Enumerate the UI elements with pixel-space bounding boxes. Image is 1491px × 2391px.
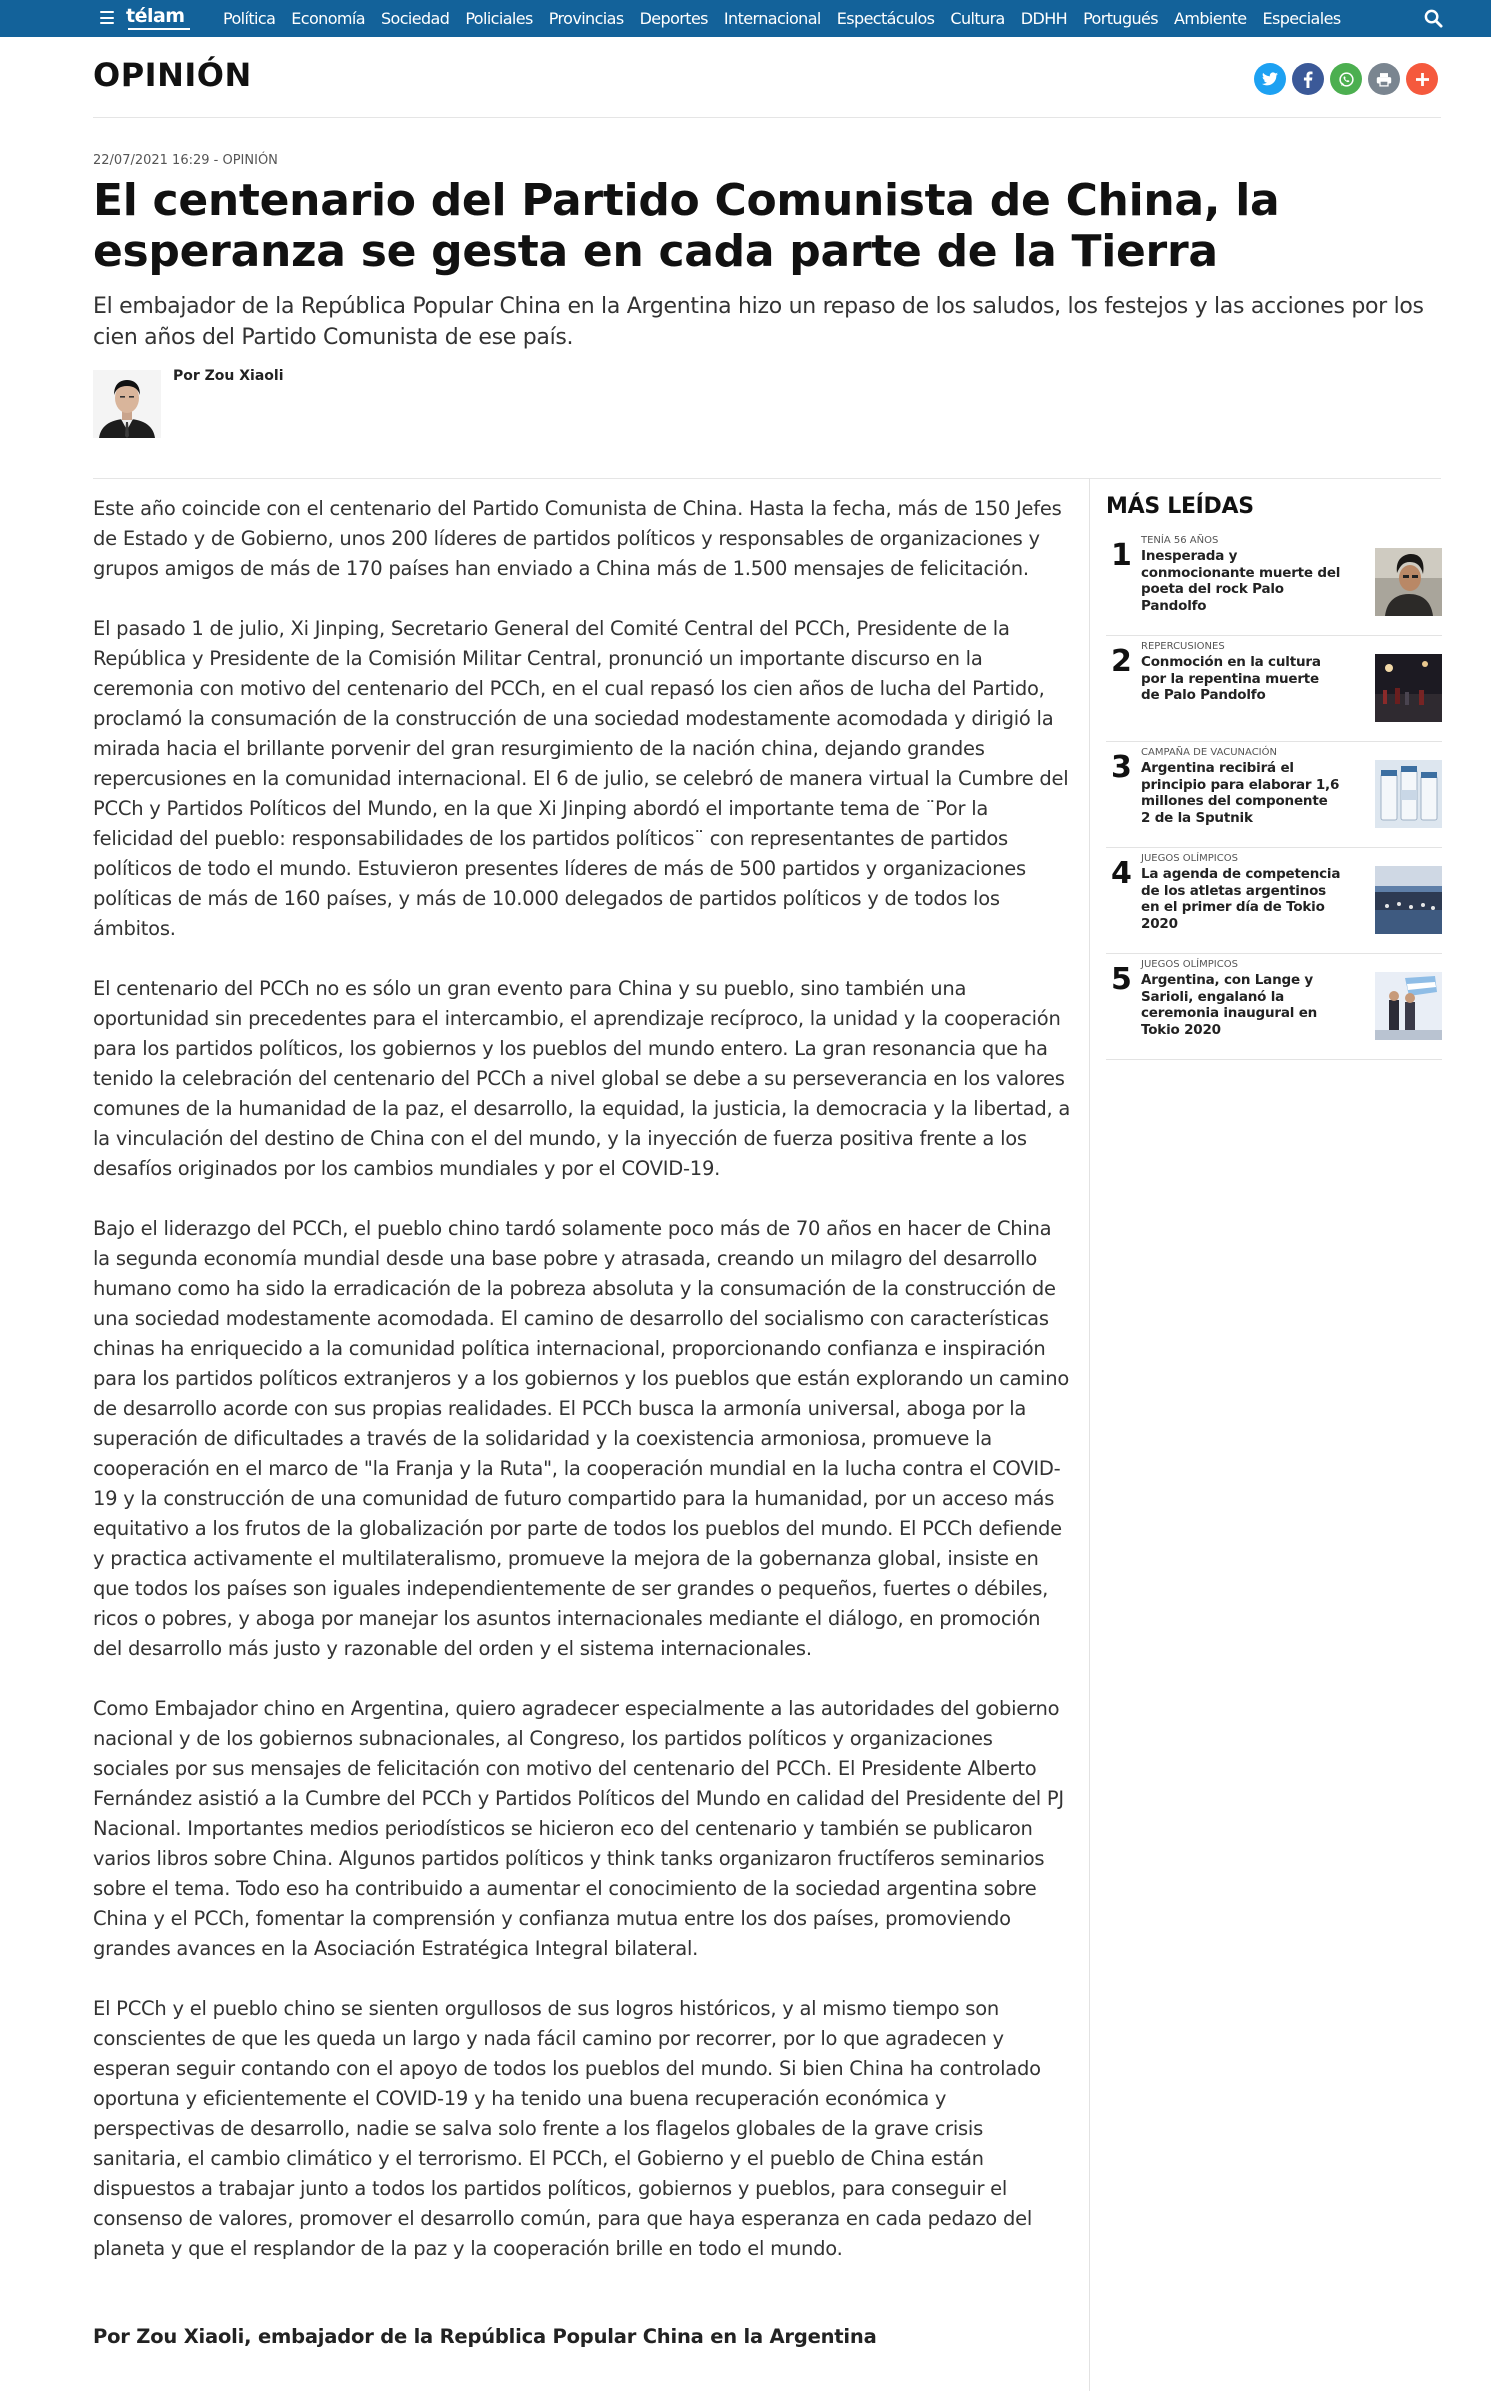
rank-number: 5 bbox=[1111, 962, 1132, 997]
share-buttons bbox=[1254, 63, 1444, 95]
most-read-sidebar bbox=[1106, 494, 1442, 1060]
item-kicker: REPERCUSIONES bbox=[1141, 641, 1225, 652]
nav-ambiente[interactable]: Ambiente bbox=[1174, 9, 1247, 28]
nav-sociedad[interactable]: Sociedad bbox=[380, 9, 450, 28]
facebook-share-button[interactable] bbox=[1292, 63, 1324, 95]
article-body bbox=[93, 494, 1073, 2294]
nav-deportes[interactable]: Deportes bbox=[639, 9, 708, 28]
print-share-button[interactable] bbox=[1368, 63, 1400, 95]
nav-espectaculos[interactable]: Espectáculos bbox=[836, 9, 935, 28]
most-read-item[interactable] bbox=[1106, 530, 1442, 636]
nav-economia[interactable]: Economía bbox=[291, 9, 365, 28]
most-read-item[interactable] bbox=[1106, 848, 1442, 954]
article-paragraph: El pasado 1 de julio, Xi Jinping, Secretario General del Comité Central del PCCh, Presidente de la República y Presidente de la Comisión Militar Central, pronunció un importante discurso en la ceremonia con motivo del centenario del PCCh, en el cual repasó los cien años de lucha del Partido, proclamó la consumación de la construcción de una sociedad modestamente acomodada y dirigió la mirada hacia el brillante porvenir del gran resurgimiento de la nación china, dejando grandes repercusiones en la comunidad internacional. El 6 de julio, se celebró de manera virtual la Cumbre del PCCh y Partidos Políticos del Mundo, en la que Xi Jinping abordó el importante tema de ¨Por la felicidad del pueblo: responsabilidades de los partidos políticos¨ con representantes de partidos políticos de todo el mundo. Estuvieron presentes líderes de más de 500 partidos y organizaciones políticas de más de 160 países, y más de 10.000 delegados de partidos políticos y de todos los ámbitos. bbox=[93, 617, 1069, 940]
nav-ddhh[interactable]: DDHH bbox=[1020, 9, 1068, 28]
item-thumbnail[interactable] bbox=[1375, 548, 1442, 616]
more-share-button[interactable] bbox=[1406, 63, 1438, 95]
nav-internacional[interactable]: Internacional bbox=[723, 9, 821, 28]
main-nav bbox=[223, 0, 1357, 37]
article-paragraph: Este año coincide con el centenario del Partido Comunista de China. Hasta la fecha, más de 150 Jefes de Estado y de Gobierno, unos 200 líderes de partidos políticos y responsables de organizaciones y grupos amigos de más de 170 países han enviado a China más de 1.500 mensajes de felicitación. bbox=[93, 497, 1062, 580]
item-headline[interactable]: Argentina, con Lange y Sarioli, engalanó la ceremonia inaugural en Tokio 2020 bbox=[1141, 972, 1318, 1038]
item-thumbnail[interactable] bbox=[1375, 760, 1442, 828]
item-kicker: CAMPAÑA DE VACUNACIÓN bbox=[1141, 747, 1277, 758]
most-read-item[interactable] bbox=[1106, 954, 1442, 1060]
most-read-title: MÁS LEÍDAS bbox=[1106, 494, 1254, 519]
item-headline[interactable]: Inesperada y conmocionante muerte del poeta del rock Palo Pandolfo bbox=[1141, 548, 1341, 614]
item-thumbnail[interactable] bbox=[1375, 654, 1442, 722]
nav-cultura[interactable]: Cultura bbox=[950, 9, 1005, 28]
search-icon[interactable] bbox=[1424, 9, 1443, 28]
item-headline[interactable]: Conmoción en la cultura por la repentina muerte de Palo Pandolfo bbox=[1141, 654, 1321, 703]
section-title[interactable]: OPINIÓN bbox=[93, 56, 252, 94]
item-headline[interactable]: La agenda de competencia de los atletas argentinos en el primer día de Tokio 2020 bbox=[1141, 866, 1341, 932]
item-kicker: JUEGOS OLÍMPICOS bbox=[1141, 959, 1238, 970]
print-icon bbox=[1376, 72, 1392, 87]
nav-politica[interactable]: Política bbox=[223, 9, 276, 28]
nav-policiales[interactable]: Policiales bbox=[465, 9, 533, 28]
article-headline: El centenario del Partido Comunista de China, la esperanza se gesta en cada parte de la Tierra bbox=[93, 175, 1280, 277]
plus-icon bbox=[1416, 73, 1429, 86]
whatsapp-icon bbox=[1338, 71, 1355, 88]
hamburger-menu-icon[interactable] bbox=[100, 11, 114, 24]
rank-number: 3 bbox=[1111, 750, 1132, 785]
article-paragraph: El PCCh y el pueblo chino se sienten orgullosos de sus logros históricos, y al mismo tiempo son conscientes de que les queda un largo y nada fácil camino por recorrer, por lo que agradecen y esperan seguir contando con el apoyo de todos los pueblos del mundo. Si bien China ha controlado oportuna y eficientemente el COVID-19 y ha tenido una buena recuperación económica y perspectivas de desarrollo, nadie se salva solo frente a los flagelos globales de la grave crisis sanitaria, el cambio climático y el terrorismo. El PCCh, el Gobierno y el pueblo de China están dispuestos a trabajar junto a todos los partidos políticos, gobiernos y pueblos, para conseguir el consenso de valores, promover el desarrollo común, para que haya esperanza en cada pedazo del planeta y que el resplandor de la paz y la cooperación brille en todo el mundo. bbox=[93, 1997, 1041, 2260]
twitter-icon bbox=[1262, 72, 1278, 86]
item-headline[interactable]: Argentina recibirá el principio para elaborar 1,6 millones del componente 2 de la Sputnik bbox=[1141, 760, 1340, 826]
whatsapp-share-button[interactable] bbox=[1330, 63, 1362, 95]
item-kicker: JUEGOS OLÍMPICOS bbox=[1141, 853, 1238, 864]
item-thumbnail[interactable] bbox=[1375, 972, 1442, 1040]
twitter-share-button[interactable] bbox=[1254, 63, 1286, 95]
header-divider bbox=[93, 478, 1441, 479]
article-subtitle: El embajador de la República Popular China en la Argentina hizo un repaso de los saludos, los festejos y las acciones por los cien años del Partido Comunista de ese país. bbox=[93, 294, 1424, 350]
rank-number: 1 bbox=[1111, 538, 1132, 573]
column-divider bbox=[1089, 478, 1090, 2391]
article-signature: Por Zou Xiaoli, embajador de la República Popular China en la Argentina bbox=[93, 2325, 877, 2348]
most-read-item[interactable] bbox=[1106, 742, 1442, 848]
article-paragraph: El centenario del PCCh no es sólo un gran evento para China y su pueblo, sino también una oportunidad sin precedentes para el intercambio, el aprendizaje recíproco, la unidad y la cooperación para los partidos políticos, los gobiernos y los pueblos del mundo entero. La gran resonancia que ha tenido la celebración del centenario del PCCh a nivel global se debe a su perseverancia en los valores comunes de la humanidad de la paz, el desarrollo, la equidad, la justicia, la democracia y la libertad, a la vinculación del destino de China con el del mundo, y la inyección de fuerza positiva frente a los desafíos originados por los cambios mundiales y por el COVID-19. bbox=[93, 977, 1071, 1180]
facebook-icon bbox=[1303, 71, 1313, 88]
top-navbar bbox=[0, 0, 1491, 37]
author-avatar[interactable] bbox=[93, 370, 161, 438]
most-read-item[interactable] bbox=[1106, 636, 1442, 742]
rank-number: 2 bbox=[1111, 644, 1132, 679]
site-logo[interactable]: télam bbox=[126, 5, 185, 27]
logo-underline bbox=[128, 28, 190, 30]
item-thumbnail[interactable] bbox=[1375, 866, 1442, 934]
article-paragraph: Bajo el liderazgo del PCCh, el pueblo chino tardó solamente poco más de 70 años en hacer de China la segunda economía mundial desde una base pobre y atrasada, creando un milagro del desarrollo humano como ha sido la erradicación de la pobreza absoluta y la consumación de la construcción de una sociedad modestamente acomodada. El camino de desarrollo del socialismo con características chinas ha enriquecido a la comunidad política internacional, proporcionando confianza e inspiración para los partidos políticos extranjeros y a los gobiernos y los pueblos que están explorando un camino de desarrollo acorde con sus propias realidades. El PCCh busca la armonía universal, aboga por la superación de dificultades a través de la solidaridad y la coexistencia armoniosa, promueve la cooperación en el marco de "la Franja y la Ruta", la cooperación mundial en la lucha contra el COVID-19 y la construcción de una comunidad de futuro compartido para la humanidad, por un acceso más equitativo a los frutos de la globalización por parte de todos los pueblos del mundo. El PCCh defiende y practica activamente el multilateralismo, promueve la mejora de la gobernanza global, insiste en que todos los países son iguales independientemente de ser grandes o pequeños, fuertes o débiles, ricos o pobres, y aboga por manejar los asuntos internacionales mediante el diálogo, en promoción del desarrollo más justo y razonable del orden y el sistema internacionales. bbox=[93, 1217, 1070, 1660]
article-paragraph: Como Embajador chino en Argentina, quiero agradecer especialmente a las autoridades del gobierno nacional y de los gobiernos subnacionales, al Congreso, los partidos políticos y organizaciones sociales por sus mensajes de felicitación con motivo del centenario del PCCh. El Presidente Alberto Fernández asistió a la Cumbre del PCCh y Partidos Políticos del Mundo en calidad del Presidente del PJ Nacional. Importantes medios periodísticos se hicieron eco del centenario y también se publicaron varios libros sobre China. Algunos partidos políticos y think tanks organizaron fructíferos seminarios sobre el tema. Todo eso ha contribuido a aumentar el conocimiento de la sociedad argentina sobre China y el PCCh, fomentar la comprensión y confianza mutua entre los dos países, promoviendo grandes avances en la Asociación Estratégica Integral bilateral. bbox=[93, 1697, 1064, 1960]
section-divider bbox=[93, 117, 1441, 118]
article-meta: 22/07/2021 16:29 - OPINIÓN bbox=[93, 153, 278, 168]
author-byline[interactable]: Por Zou Xiaoli bbox=[173, 368, 284, 384]
nav-provincias[interactable]: Provincias bbox=[548, 9, 624, 28]
nav-portugues[interactable]: Portugués bbox=[1083, 9, 1159, 28]
item-kicker: TENÍA 56 AÑOS bbox=[1141, 535, 1219, 546]
rank-number: 4 bbox=[1111, 856, 1132, 891]
nav-especiales[interactable]: Especiales bbox=[1262, 9, 1341, 28]
